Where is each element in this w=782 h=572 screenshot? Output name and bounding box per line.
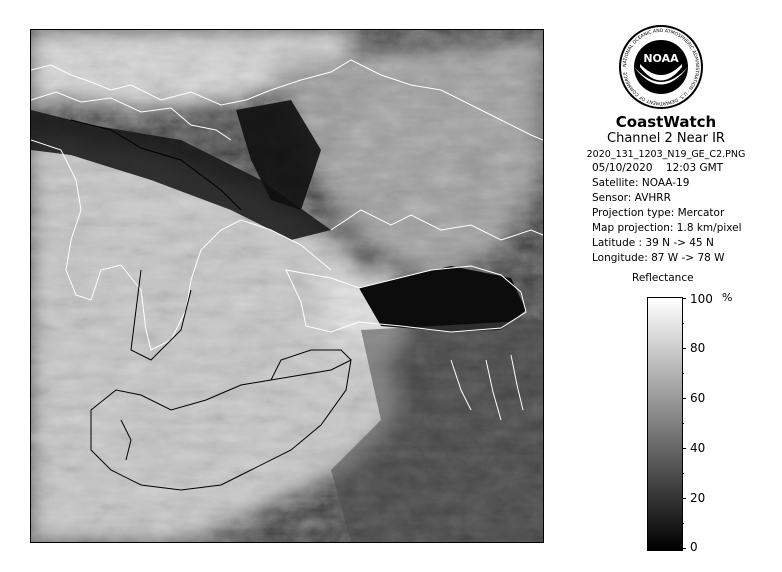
colorbar-title: Reflectance <box>632 272 694 284</box>
map-graphic <box>31 30 543 542</box>
sensor-line: Sensor: AVHRR <box>592 192 671 204</box>
colorbar-tick <box>682 348 686 349</box>
colorbar-tick-label: 40 <box>690 441 706 455</box>
colorbar-tick <box>682 448 686 449</box>
product-title: CoastWatch <box>615 113 717 131</box>
channel-name: Channel 2 Near IR <box>607 131 725 146</box>
colorbar-unit: % <box>722 291 733 304</box>
svg-text:NOAA: NOAA <box>643 52 679 65</box>
metadata-panel <box>568 114 764 266</box>
colorbar-minor-tick <box>682 323 684 324</box>
file-name: 2020_131_1203_N19_GE_C2.PNG <box>586 149 746 160</box>
latitude-line: Latitude : 39 N -> 45 N <box>592 237 714 249</box>
resolution-line: Map projection: 1.8 km/pixel <box>592 222 742 234</box>
noaa-logo <box>618 24 704 110</box>
svg-text:NATIONAL OCEANIC AND ATMOSPHER: NATIONAL OCEANIC AND ATMOSPHERIC ADMINISTRATION · U.S. DEPARTMENT OF COMMERCE <box>622 28 700 106</box>
satellite-line: Satellite: NOAA-19 <box>592 177 690 189</box>
colorbar-minor-tick <box>682 473 684 474</box>
date-value: 05/10/2020 <box>592 162 653 174</box>
longitude-line: Longitude: 87 W -> 78 W <box>592 252 725 264</box>
colorbar-tick-label: 60 <box>690 391 706 405</box>
colorbar-tick-label: 80 <box>690 341 706 355</box>
date-time-line <box>592 161 764 176</box>
colorbar-tick-label: 20 <box>690 491 706 505</box>
satellite-image[interactable] <box>30 29 544 543</box>
colorbar-tick-label: 100 <box>690 292 713 306</box>
projection-line: Projection type: Mercator <box>592 207 725 219</box>
colorbar-tick-label: 0 <box>690 540 698 554</box>
reflectance-colorbar <box>647 297 683 551</box>
colorbar-tick <box>682 298 686 299</box>
colorbar-tick <box>682 398 686 399</box>
colorbar-minor-tick <box>682 423 684 424</box>
colorbar-tick <box>682 548 686 549</box>
time-value: 12:03 GMT <box>665 162 724 174</box>
colorbar-minor-tick <box>682 373 684 374</box>
colorbar-tick <box>682 498 686 499</box>
colorbar-minor-tick <box>682 523 684 524</box>
